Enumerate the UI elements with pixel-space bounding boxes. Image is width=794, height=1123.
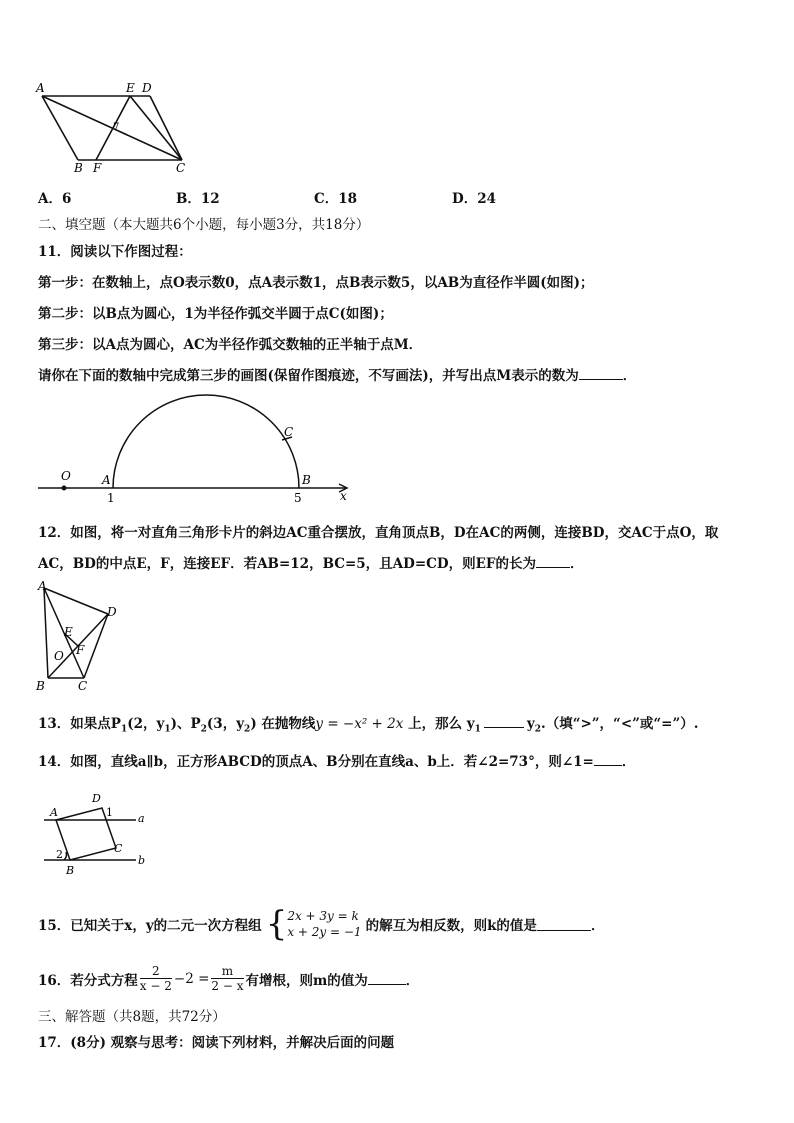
label-C: C — [284, 425, 294, 439]
q11-step2: 第二步：以B点为圆心，1为半径作弧交半圆于点C(如图)； — [38, 306, 393, 322]
label-A: A — [36, 81, 45, 95]
answer-blank[interactable] — [594, 753, 622, 766]
label-A: A — [50, 806, 58, 819]
label-C: C — [78, 679, 88, 693]
label-B: B — [66, 864, 75, 877]
q17-text: 17．(8分) 观察与思考：阅读下列材料，并解决后面的问题 — [38, 1035, 395, 1051]
label-E: E — [64, 625, 73, 639]
label-O: O — [54, 649, 64, 663]
answer-blank[interactable] — [484, 715, 524, 728]
semicircle-number-line-figure — [30, 388, 360, 506]
label-F: F — [93, 161, 102, 174]
line-a: a — [138, 812, 145, 825]
q11-ask: 请你在下面的数轴中完成第三步的画图(保留作图痕迹，不写画法)，并写出点M表示的数为 ． — [38, 368, 637, 384]
label-B: B — [36, 679, 45, 693]
q11-step1: 第一步：在数轴上，点O表示数0，点A表示数1，点B表示数5，以AB为直径作半圆(如图)； — [38, 275, 594, 291]
label-B: B — [74, 161, 83, 174]
equation-system: { 2x + 3y = k x + 2y = −1 — [265, 904, 362, 944]
option-d: D．24 — [452, 191, 496, 207]
option-a: A．6 — [38, 191, 72, 207]
option-b: B．12 — [176, 191, 220, 207]
label-E: E — [126, 81, 135, 95]
axis-x: x — [340, 489, 347, 503]
label-D: D — [92, 792, 101, 805]
answer-blank[interactable] — [579, 367, 623, 380]
svg-text:7: 7 — [113, 122, 120, 133]
parallelogram-figure — [30, 78, 200, 174]
q14-text: 14．如图，直线a∥b，正方形ABCD的顶点A、B分别在直线a、b上．若∠2=73°，则∠1= ． — [38, 754, 636, 770]
q11-step3: 第三步：以A点为圆心，AC为半径作弧交数轴的正半轴于点M． — [38, 337, 423, 353]
label-O: O — [61, 469, 71, 483]
answer-blank[interactable] — [537, 918, 591, 931]
q15-text: 15．已知关于x，y的二元一次方程组 { 2x + 3y = k x + 2y = −1 的解互为相反数，则k的值是 ． — [38, 904, 605, 944]
label-D: D — [142, 81, 152, 95]
right-triangles-figure — [32, 578, 132, 696]
tick-1: 1 — [107, 491, 115, 505]
q11-title: 11．阅读以下作图过程： — [38, 244, 192, 260]
section-3-heading: 三、解答题（共8题，共72分） — [38, 1009, 226, 1025]
answer-blank[interactable] — [368, 972, 406, 985]
parabola-equation: y = −x² + 2x — [315, 716, 404, 732]
q12-line2: AC，BD的中点E，F，连接EF．若AB=12，BC=5，且AD=CD，则EF的长为 ． — [38, 556, 584, 572]
fraction-left: $\frac{2}{x - 2}$ — [139, 964, 172, 993]
answer-blank[interactable] — [536, 555, 570, 568]
label-D: D — [107, 605, 117, 619]
label-A: A — [102, 473, 111, 487]
line-b: b — [138, 854, 146, 867]
label-F: F — [76, 643, 85, 657]
angle-1: 1 — [106, 806, 113, 819]
tick-5: 5 — [294, 491, 302, 505]
angle-2: 2 — [56, 848, 63, 861]
label-C: C — [176, 161, 186, 174]
q13-text: 13．如果点$P_1(2$，$y_1$)、$P_2(3$，$y_2$) 在抛物线y = −x² + 2x 上，那么 $y_1$ $y_2$.（填“>”，“<”或“=”）. — [38, 716, 699, 735]
fraction-right: $\frac{m}{2 - x}$ — [211, 964, 244, 993]
option-c: C．18 — [314, 191, 358, 207]
section-2-heading: 二、填空题（本大题共6个小题，每小题3分，共18分） — [38, 217, 370, 233]
q16-text: 16．若分式方程 $\frac{2}{x - 2}$ −2 = $\frac{m}{2 - x}$ 有增根，则m的值为 ． — [38, 964, 420, 993]
square-parallel-lines-figure — [36, 790, 156, 878]
label-B: B — [302, 473, 311, 487]
label-A: A — [38, 579, 47, 593]
label-C: C — [114, 842, 123, 855]
q11-ask-text: 请你在下面的数轴中完成第三步的画图(保留作图痕迹，不写画法)，并写出点M表示的数为 — [38, 368, 579, 384]
q12-line1: 12．如图，将一对直角三角形卡片的斜边AC重合摆放，直角顶点B，D在AC的两侧，连接BD，交AC于点O，取 — [38, 525, 719, 541]
